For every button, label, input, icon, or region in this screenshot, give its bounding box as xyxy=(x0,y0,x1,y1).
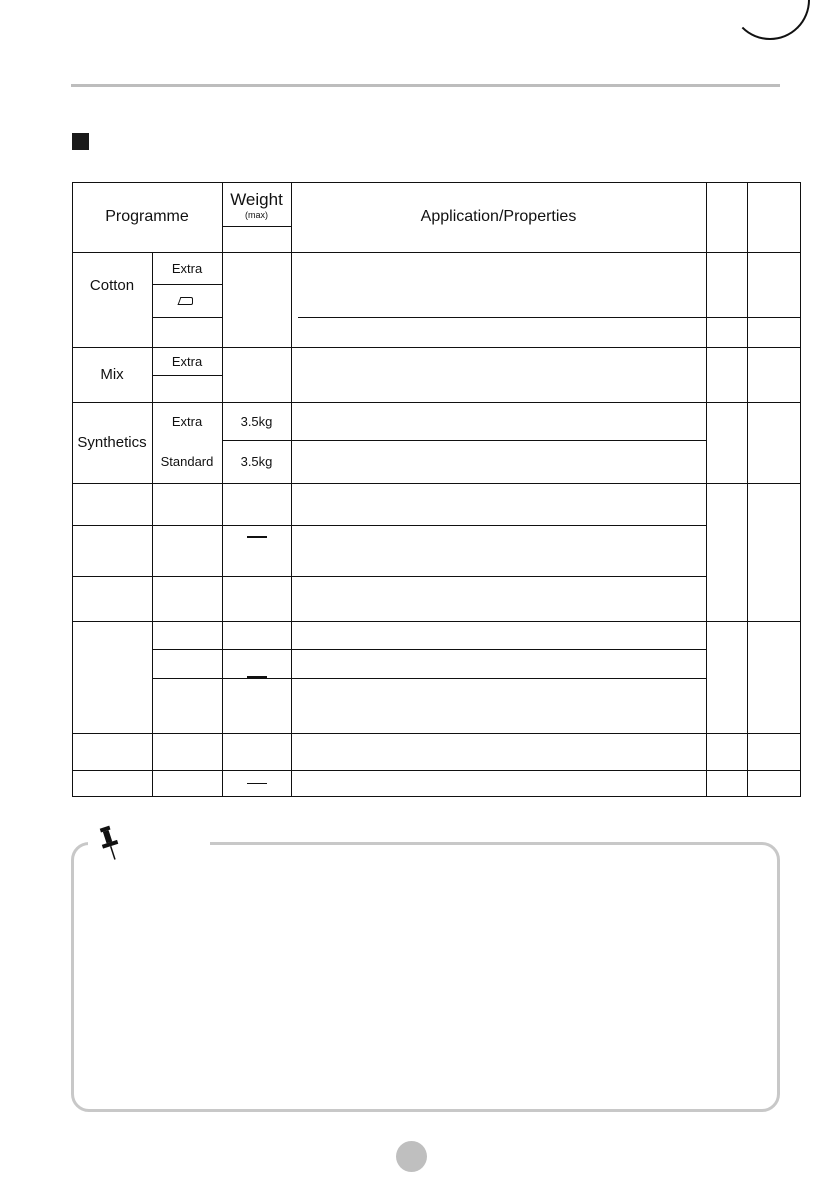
cotton-eco-option xyxy=(152,284,222,317)
weight-max-label: (max) xyxy=(245,209,268,220)
synthetics-extra-weight: 3.5kg xyxy=(240,413,273,429)
dash-icon xyxy=(247,676,267,677)
weight-header xyxy=(222,184,291,226)
dash-icon xyxy=(247,536,267,537)
dash-icon xyxy=(247,783,267,784)
weight-label: Weight xyxy=(230,189,283,209)
corner-decoration xyxy=(730,0,810,40)
weight-dash xyxy=(222,770,291,797)
cotton-programme: Cotton xyxy=(89,277,135,294)
synthetics-extra-option: Extra xyxy=(171,413,203,429)
programme-header: Programme xyxy=(105,208,189,225)
page-number-badge xyxy=(396,1141,427,1172)
notes-box xyxy=(71,842,780,1112)
header-rule xyxy=(71,84,780,87)
application-header: Application/Properties xyxy=(420,208,577,225)
mix-programme: Mix xyxy=(100,366,124,383)
programme-table xyxy=(72,182,801,797)
synthetics-standard-option: Standard xyxy=(160,454,214,469)
synthetics-standard-weight: 3.5kg xyxy=(240,454,273,469)
cotton-extra-option: Extra xyxy=(171,260,203,276)
eco-symbol-icon xyxy=(182,297,193,305)
mix-extra-option: Extra xyxy=(171,353,203,369)
section-marker xyxy=(72,133,89,150)
weight-dash xyxy=(222,621,291,733)
weight-dash xyxy=(222,525,291,549)
pushpin-icon xyxy=(96,824,126,864)
synthetics-programme: Synthetics xyxy=(77,434,147,451)
